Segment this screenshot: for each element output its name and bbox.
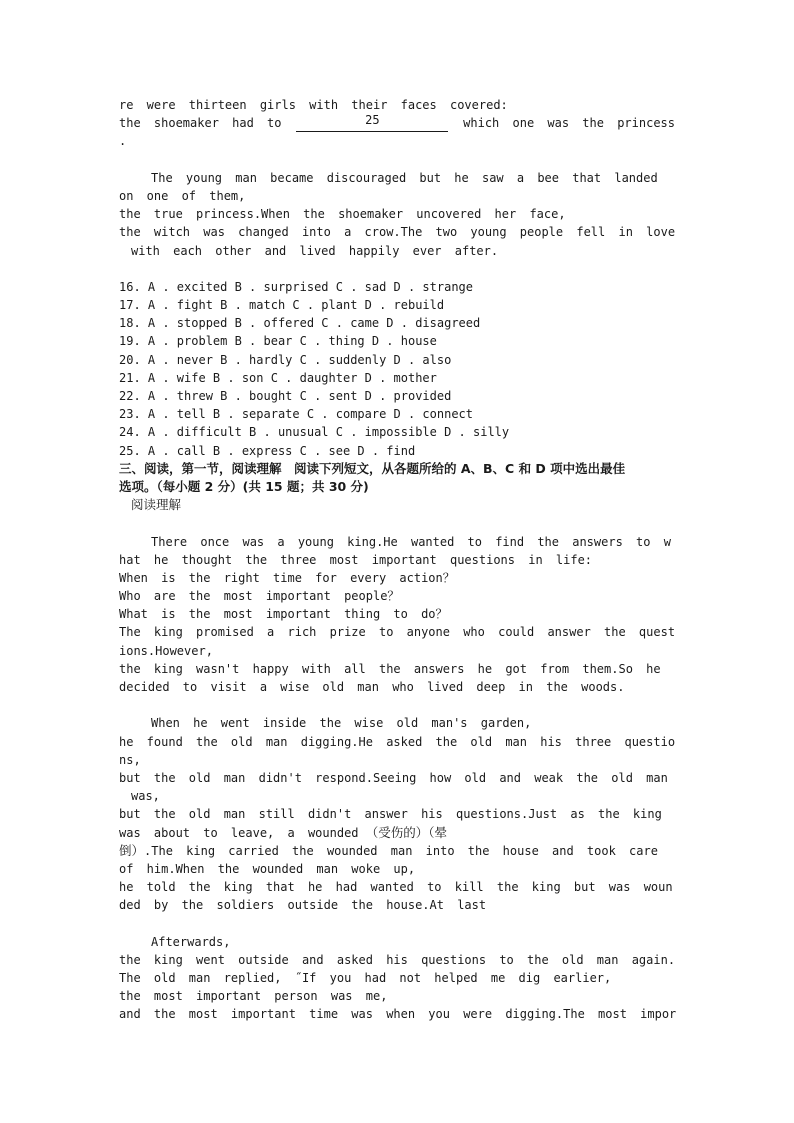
story-line: on one of them, bbox=[119, 188, 246, 203]
passage-line: the king went outside and asked his questions to the old man again. bbox=[119, 952, 676, 967]
story-line: with each other and lived happily ever after. bbox=[131, 243, 499, 258]
passage-line: There once was a young king.He wanted to find the answers to w bbox=[151, 534, 671, 549]
option-item: 16. A . excited B . surprised C . sad D . strange bbox=[119, 279, 474, 294]
story-line: The young man became discouraged but he saw a bee that landed bbox=[151, 170, 658, 185]
section-subheading: 阅读理解 bbox=[131, 497, 182, 513]
passage-line: the king wasn't happy with all the answers he got from them.So he bbox=[119, 661, 661, 676]
options-list bbox=[119, 278, 675, 460]
story-line-with-blank bbox=[119, 114, 675, 132]
story-line: the witch was changed into a crow.The two young people fell in love bbox=[119, 225, 676, 240]
option-item: 21. A . wife B . son C . daughter D . mother bbox=[119, 370, 437, 385]
passage-line: The king promised a rich prize to anyone who could answer the quest bbox=[119, 625, 676, 640]
answer-blank-25: 25 bbox=[296, 114, 448, 132]
option-item: 25. A . call B . express C . see D . find bbox=[119, 443, 416, 458]
passage-line: he found the old man digging.He asked the old man his three questio bbox=[119, 734, 676, 749]
passage-line bbox=[119, 824, 675, 842]
story-line: . bbox=[119, 134, 127, 149]
passage-line: he told the king that he had wanted to kill the king but was woun bbox=[119, 880, 673, 895]
option-item: 23. A . tell B . separate C . compare D . connect bbox=[119, 407, 474, 422]
passage-line: Who are the most important people？ bbox=[119, 589, 400, 604]
story-line: re were thirteen girls with their faces covered: bbox=[119, 98, 508, 112]
passage-line: and the most important time was when you were digging.The most impor bbox=[119, 1007, 677, 1022]
document-page bbox=[119, 96, 675, 1024]
passage-line: of him.When the wounded man woke up, bbox=[119, 861, 416, 876]
chinese-gloss: 倒） bbox=[119, 842, 145, 858]
passage-text: .The king carried the wounded man into the house and took care bbox=[144, 843, 658, 858]
passage-line: but the old man still didn't answer his questions.Just as the king bbox=[119, 807, 662, 822]
passage-text: was about to leave, a wounded bbox=[119, 825, 359, 840]
passage-line: What is the most important thing to do？ bbox=[119, 607, 448, 622]
passage-line: the most important person was me, bbox=[119, 989, 388, 1004]
option-item: 22. A . threw B . bought C . sent D . provided bbox=[119, 389, 452, 403]
story-text: the shoemaker had to bbox=[119, 116, 282, 131]
option-item: 19. A . problem B . bear C . thing D . house bbox=[119, 334, 437, 349]
passage-line: ded by the soldiers outside the house.At last bbox=[119, 898, 487, 913]
passage-line: The old man replied, ˝If you had not helped me dig earlier, bbox=[119, 971, 612, 985]
passage-line: ions.However, bbox=[119, 643, 213, 658]
passage-line bbox=[119, 842, 675, 860]
passage-line: decided to visit a wise old man who lived deep in the woods. bbox=[119, 680, 625, 694]
section-heading: 三、阅读，第一节，阅读理解 阅读下列短文，从各题所给的 A、B、C 和 D 项中选出最佳 bbox=[119, 460, 626, 476]
passage-line: Afterwards, bbox=[151, 934, 231, 949]
section-heading-cont: 选项。（每小题 2 分）(共 15 题；共 30 分) bbox=[119, 478, 369, 494]
option-item: 18. A . stopped B . offered C . came D . disagreed bbox=[119, 316, 481, 331]
passage-line: hat he thought the three most important questions in life: bbox=[119, 552, 593, 567]
passage-line: ns, bbox=[119, 752, 141, 767]
passage-line: was, bbox=[131, 789, 160, 804]
passage-line: When he went inside the wise old man's garden, bbox=[151, 716, 532, 731]
option-item: 17. A . fight B . match C . plant D . rebuild bbox=[119, 298, 445, 313]
story-text: which one was the princess bbox=[463, 116, 675, 131]
option-item: 24. A . difficult B . unusual C . impossible D . silly bbox=[119, 425, 510, 440]
passage-line: but the old man didn't respond.Seeing how old and weak the old man bbox=[119, 770, 668, 785]
chinese-gloss: （受伤的）（晕 bbox=[365, 824, 448, 840]
passage-line: When is the right time for every action？ bbox=[119, 570, 455, 585]
option-item: 20. A . never B . hardly C . suddenly D . also bbox=[119, 352, 452, 367]
story-line: the true princess.When the shoemaker uncovered her face, bbox=[119, 207, 566, 222]
